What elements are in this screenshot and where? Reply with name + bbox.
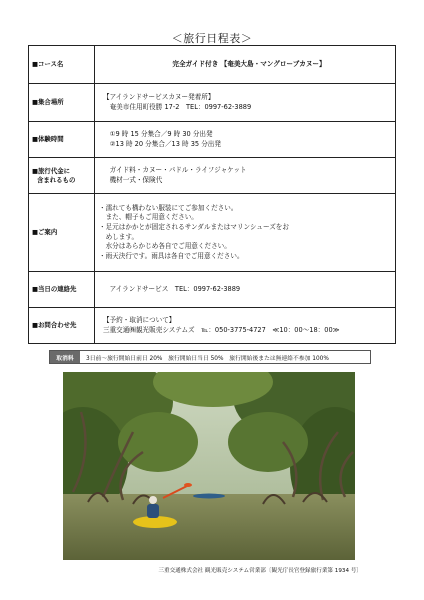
row-guidance — [29, 194, 396, 272]
label-course-name: コース名 — [38, 60, 64, 69]
guidance-line-6: ・雨天決行です。雨具は各自でご用意ください。 — [99, 251, 244, 260]
row-marker-icon: ■ — [32, 321, 39, 330]
label-guidance: ご案内 — [38, 228, 58, 237]
guidance-line-2: また、帽子もご用意ください。 — [99, 213, 198, 222]
label-experience-time: 体験時間 — [38, 135, 64, 144]
inquiry-line-2: 三重交通㈱観光販売システムズ ℡：050-3775-4727 ≪10：00～18：00≫ — [103, 325, 340, 334]
row-course-name — [29, 46, 396, 84]
row-day-contact — [29, 272, 396, 308]
meeting-place-name: 【アイランドサービスカヌー発着所】 — [103, 92, 215, 101]
label-inquiry: お問合わせ先 — [38, 321, 77, 330]
row-marker-icon: ■ — [32, 98, 39, 107]
cancellation-fee-text: 3日前～旅行開始日前日 20% 旅行開始日当日 50% 旅行開始後または無連絡不参加 100% — [86, 355, 329, 362]
row-marker-icon: ■ — [32, 285, 39, 294]
label-included-2: 含まれるもの — [37, 175, 76, 184]
row-marker-icon: ■ — [32, 60, 39, 69]
row-experience-time — [29, 122, 396, 158]
row-included — [29, 158, 396, 194]
included-line-2: 機材一式・保険代 — [103, 175, 163, 184]
footer-company-note: 三重交通株式会社 観光販売システム営業部〔観光庁長官登録旅行業第 1934 号〕 — [158, 568, 362, 574]
row-marker-icon: ■ — [32, 166, 39, 175]
label-included-1: 旅行代金に — [38, 166, 70, 175]
page-title: ＜旅行日程表＞ — [171, 32, 253, 45]
row-marker-icon: ■ — [32, 135, 39, 144]
guidance-line-5: 水分はあらかじめ各自でご用意ください。 — [99, 242, 231, 251]
guidance-line-4: めします。 — [99, 232, 139, 241]
day-contact-value: アイランドサービス TEL：0997-62-3889 — [95, 272, 396, 308]
time-slot-2: ②13 時 20 分集合／13 時 35 分出発 — [103, 139, 221, 148]
mangrove-canoe-photo — [63, 372, 355, 560]
guidance-line-3: ・足元はかかとが固定されるサンダルまたはマリンシューズをお — [99, 222, 289, 231]
inquiry-line-1: 【予約・取消について】 — [103, 315, 176, 324]
time-slot-1: ①9 時 15 分集合／9 時 30 分出発 — [103, 129, 213, 138]
label-day-contact: 当日の連絡先 — [38, 285, 77, 294]
row-marker-icon: ■ — [32, 228, 39, 237]
label-meeting-place: 集合場所 — [38, 98, 64, 107]
row-meeting-place — [29, 84, 396, 122]
row-inquiry — [29, 308, 396, 344]
cancellation-fee-bar — [49, 350, 371, 364]
guidance-line-1: ・濡れても構わない服装にてご参加ください。 — [99, 203, 238, 212]
course-name-value: 完全ガイド付き 【奄美大島・マングローブカヌー】 — [95, 46, 396, 84]
meeting-place-address: 奄美市住用町役勝 17-2 TEL：0997-62-3889 — [103, 102, 252, 111]
included-line-1: ガイド料・カヌー・パドル・ライフジャケット — [103, 165, 247, 174]
itinerary-table — [28, 45, 396, 344]
cancellation-fee-tag: 取消料 — [50, 351, 80, 363]
